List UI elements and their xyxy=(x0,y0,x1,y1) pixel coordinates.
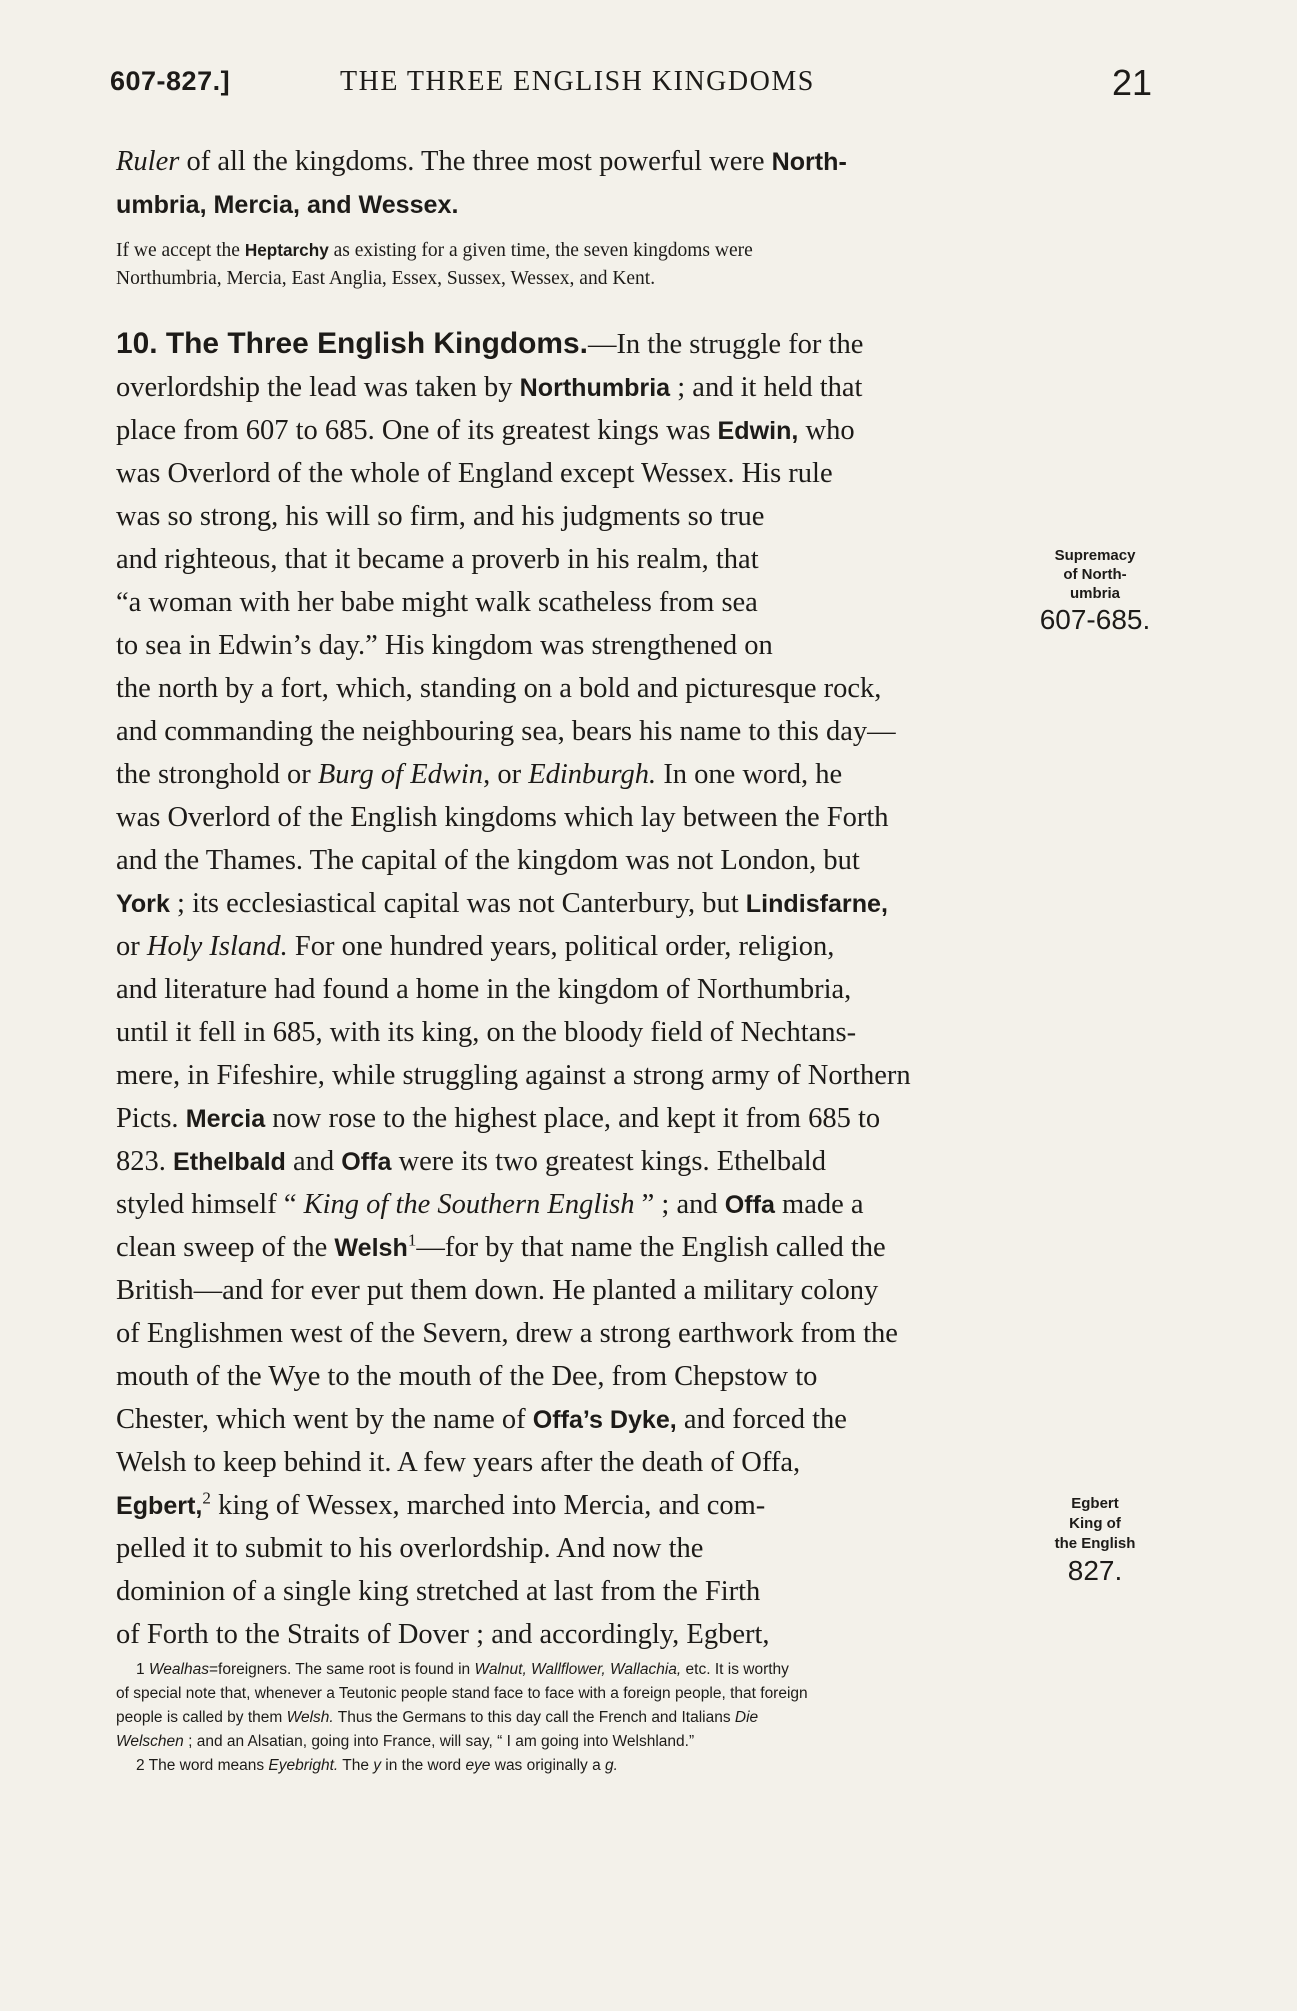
body-line: was so strong, his will so firm, and his judgments so true xyxy=(116,501,765,532)
body-line: 823. Ethelbald and Offa were its two greatest kings. Ethelbald xyxy=(116,1146,826,1177)
body-line: pelled it to submit to his overlordship. And now the xyxy=(116,1533,704,1564)
body-line: Picts. Mercia now rose to the highest place, and kept it from 685 to xyxy=(116,1103,881,1134)
footnote-line: 2 The word means Eyebright. The y in the word eye was originally a g. xyxy=(136,1757,618,1774)
body-line: and commanding the neighbouring sea, bears his name to this day— xyxy=(116,716,896,747)
section-heading: 10. The Three English Kingdoms. xyxy=(116,327,588,360)
body-line: the north by a fort, which, standing on a bold and picturesque rock, xyxy=(116,673,882,704)
margin-note-line: Supremacy xyxy=(1054,547,1136,564)
header-title: THE THREE ENGLISH KINGDOMS xyxy=(340,66,815,97)
footnote-ref: 1 xyxy=(407,1230,417,1250)
footnote-line: of special note that, whenever a Teutonic people stand face to face with a foreign people, that foreign xyxy=(116,1685,808,1702)
body-line: was Overlord of the English kingdoms which lay between the Forth xyxy=(116,802,889,833)
section-heading-line: 10. The Three English Kingdoms.—In the struggle for the xyxy=(116,327,864,360)
margin-note-line: King of xyxy=(1069,1515,1121,1532)
body-line: overlordship the lead was taken by Northumbria ; and it held that xyxy=(116,372,863,403)
body-line: and the Thames. The capital of the kingdom was not London, but xyxy=(116,845,860,876)
body-line: dominion of a single king stretched at last from the Firth xyxy=(116,1576,761,1607)
margin-note-line: Egbert xyxy=(1071,1495,1119,1512)
body-line: mere, in Fifeshire, while struggling against a strong army of Northern xyxy=(116,1060,911,1091)
footnote-ref: 2 xyxy=(202,1488,211,1508)
body-line: or Holy Island. For one hundred years, political order, religion, xyxy=(116,931,835,962)
body-line: until it fell in 685, with its king, on the bloody field of Nechtans- xyxy=(116,1017,857,1048)
margin-note-line: umbria xyxy=(1069,585,1120,602)
body-line: umbria, Mercia, and Wessex. xyxy=(116,191,459,219)
body-line: the stronghold or Burg of Edwin, or Edinburgh. In one word, he xyxy=(116,759,843,790)
body-line: styled himself “ King of the Southern English ” ; and Offa made a xyxy=(116,1189,864,1220)
body-line: Egbert,$^2$ king of Wessex, marched into Mercia, and com- xyxy=(116,1488,766,1521)
body-line: of Englishmen west of the Severn, drew a strong earthwork from the xyxy=(116,1318,898,1349)
body-line: to sea in Edwin’s day.” His kingdom was strengthened on xyxy=(116,630,773,661)
body-line: “a woman with her babe might walk scatheless from sea xyxy=(116,587,758,618)
body-line: Chester, which went by the name of Offa’s Dyke, and forced the xyxy=(116,1404,847,1435)
body-line: place from 607 to 685. One of its greatest kings was Edwin, who xyxy=(116,415,855,446)
running-header xyxy=(0,58,1297,108)
margin-date: 607-685. xyxy=(1039,604,1151,635)
body-line: Welsh to keep behind it. A few years after the death of Offa, xyxy=(116,1447,801,1478)
header-date-range: 607-827.] xyxy=(110,66,231,96)
body-line: and righteous, that it became a proverb in his realm, that xyxy=(116,544,759,575)
note-line: Northumbria, Mercia, East Anglia, Essex, Sussex, Wessex, and Kent. xyxy=(116,268,656,289)
note-line: If we accept the Heptarchy as existing for a given time, the seven kingdoms were xyxy=(116,240,753,261)
body-line: British—and for ever put them down. He planted a military colony xyxy=(116,1275,879,1306)
footnote-line: Welschen ; and an Alsatian, going into France, will say, “ I am going into Welshland.” xyxy=(116,1733,695,1750)
body-line: and literature had found a home in the kingdom of Northumbria, xyxy=(116,974,852,1005)
margin-date: 827. xyxy=(1067,1555,1123,1586)
body-line: was Overlord of the whole of England except Wessex. His rule xyxy=(116,458,833,489)
margin-note-line: the English xyxy=(1054,1535,1136,1552)
body-line: clean sweep of the Welsh$^1$—for by that name the English called the xyxy=(116,1230,886,1263)
body-line: mouth of the Wye to the mouth of the Dee, from Chepstow to xyxy=(116,1361,818,1392)
footnote-line: people is called by them Welsh. Thus the Germans to this day call the French and Italians Die xyxy=(116,1709,759,1726)
body-line: York ; its ecclesiastical capital was not Canterbury, but Lindisfarne, xyxy=(116,888,888,919)
body-line: of Forth to the Straits of Dover ; and accordingly, Egbert, xyxy=(116,1619,770,1650)
margin-note-line: of North- xyxy=(1063,566,1127,583)
page-number: 21 xyxy=(1112,62,1153,103)
footnote-line: 1 Wealhas=foreigners. The same root is found in Walnut, Wallflower, Wallachia, etc. It is worthy xyxy=(136,1661,789,1678)
body-line: Ruler of all the kingdoms. The three most powerful were North- xyxy=(116,146,847,177)
